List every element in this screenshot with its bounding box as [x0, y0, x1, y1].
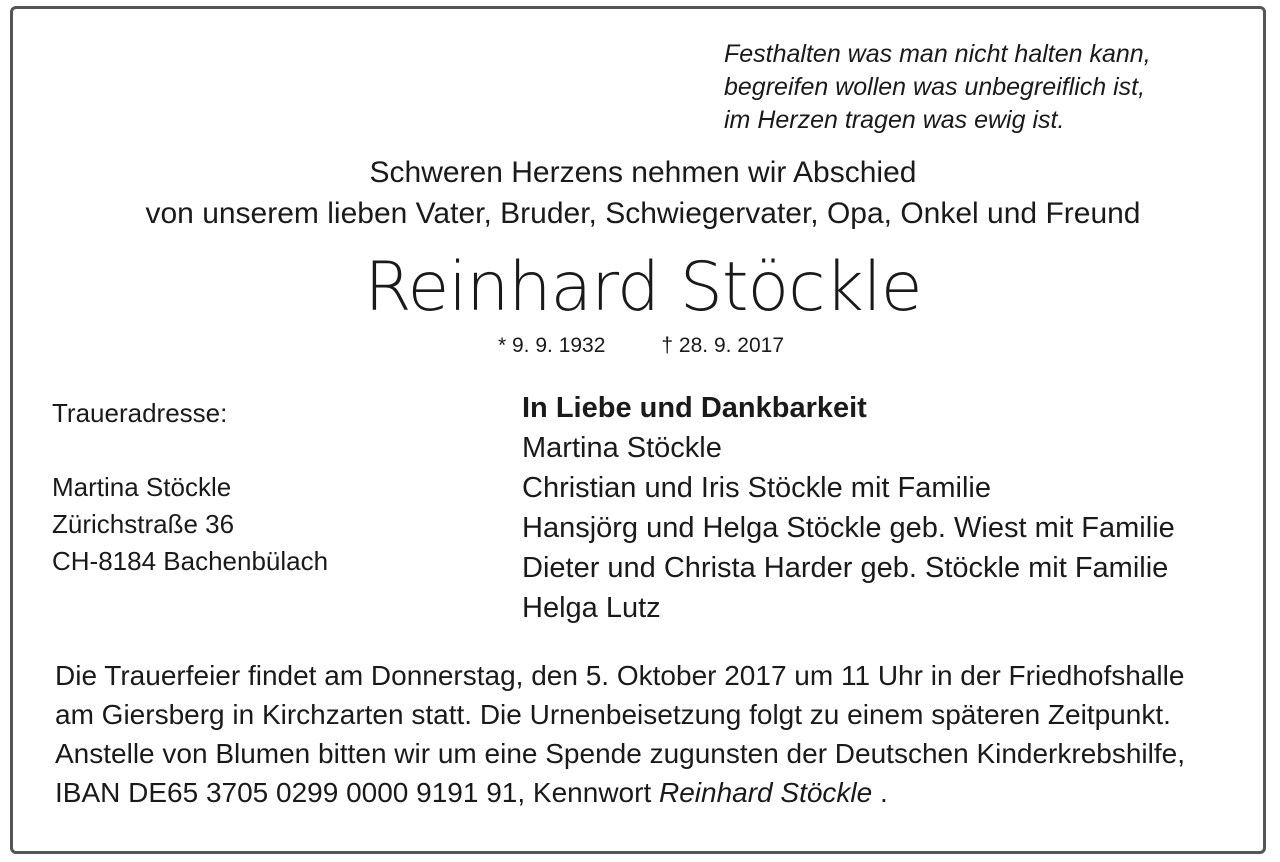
address-line-name: Martina Stöckle — [52, 472, 232, 502]
mourners-heading: In Liebe und Dankbarkeit — [522, 392, 867, 424]
mourning-address — [52, 395, 472, 580]
deceased-name: Reinhard Stöckle — [364, 248, 922, 327]
mourner-item: Dieter und Christa Harder geb. Stöckle mit Familie — [522, 552, 1169, 584]
intro-text — [0, 152, 1280, 234]
notice-line-2: am Giersberg in Kirchzarten statt. Die Urnenbeisetzung folgt zu einem späteren Zeitpunkt. — [55, 699, 1171, 730]
motto-verse — [724, 38, 1254, 137]
address-line-city: CH-8184 Bachenbülach — [52, 546, 329, 576]
address-line-street: Zürichstraße 36 — [52, 509, 235, 539]
funeral-notice — [55, 656, 1255, 812]
mourner-item: Hansjörg und Helga Stöckle geb. Wiest mit Familie — [522, 512, 1175, 544]
notice-end: . — [872, 777, 888, 808]
iban-text: IBAN DE65 3705 0299 0000 9191 91, Kennwort — [55, 777, 659, 808]
intro-line-1: Schweren Herzens nehmen wir Abschied — [369, 156, 917, 189]
birth-date: * 9. 9. 1932 — [497, 334, 606, 357]
death-date: † 28. 9. 2017 — [661, 334, 785, 357]
motto-line-1: Festhalten was man nicht halten kann, — [724, 40, 1151, 68]
motto-line-2: begreifen wollen was unbegreiflich ist, — [724, 73, 1146, 101]
mourner-item: Helga Lutz — [522, 592, 661, 624]
notice-line-4 — [55, 773, 1255, 812]
mourner-item: Christian und Iris Stöckle mit Familie — [522, 472, 991, 504]
mourner-item: Martina Stöckle — [522, 432, 722, 464]
address-label: Traueradresse: — [52, 398, 228, 428]
notice-line-3: Anstelle von Blumen bitten wir um eine Spende zugunsten der Deutschen Kinderkrebshilfe, — [55, 738, 1185, 769]
notice-line-1: Die Trauerfeier findet am Donnerstag, den 5. Oktober 2017 um 11 Uhr in der Friedhofshalle — [55, 660, 1185, 691]
intro-line-2: von unserem lieben Vater, Bruder, Schwiegervater, Opa, Onkel und Freund — [145, 197, 1141, 230]
mourners-list — [522, 388, 1262, 628]
life-dates — [0, 332, 1280, 360]
keyword-name: Reinhard Stöckle — [659, 777, 873, 808]
motto-line-3: im Herzen tragen was ewig ist. — [724, 106, 1065, 134]
